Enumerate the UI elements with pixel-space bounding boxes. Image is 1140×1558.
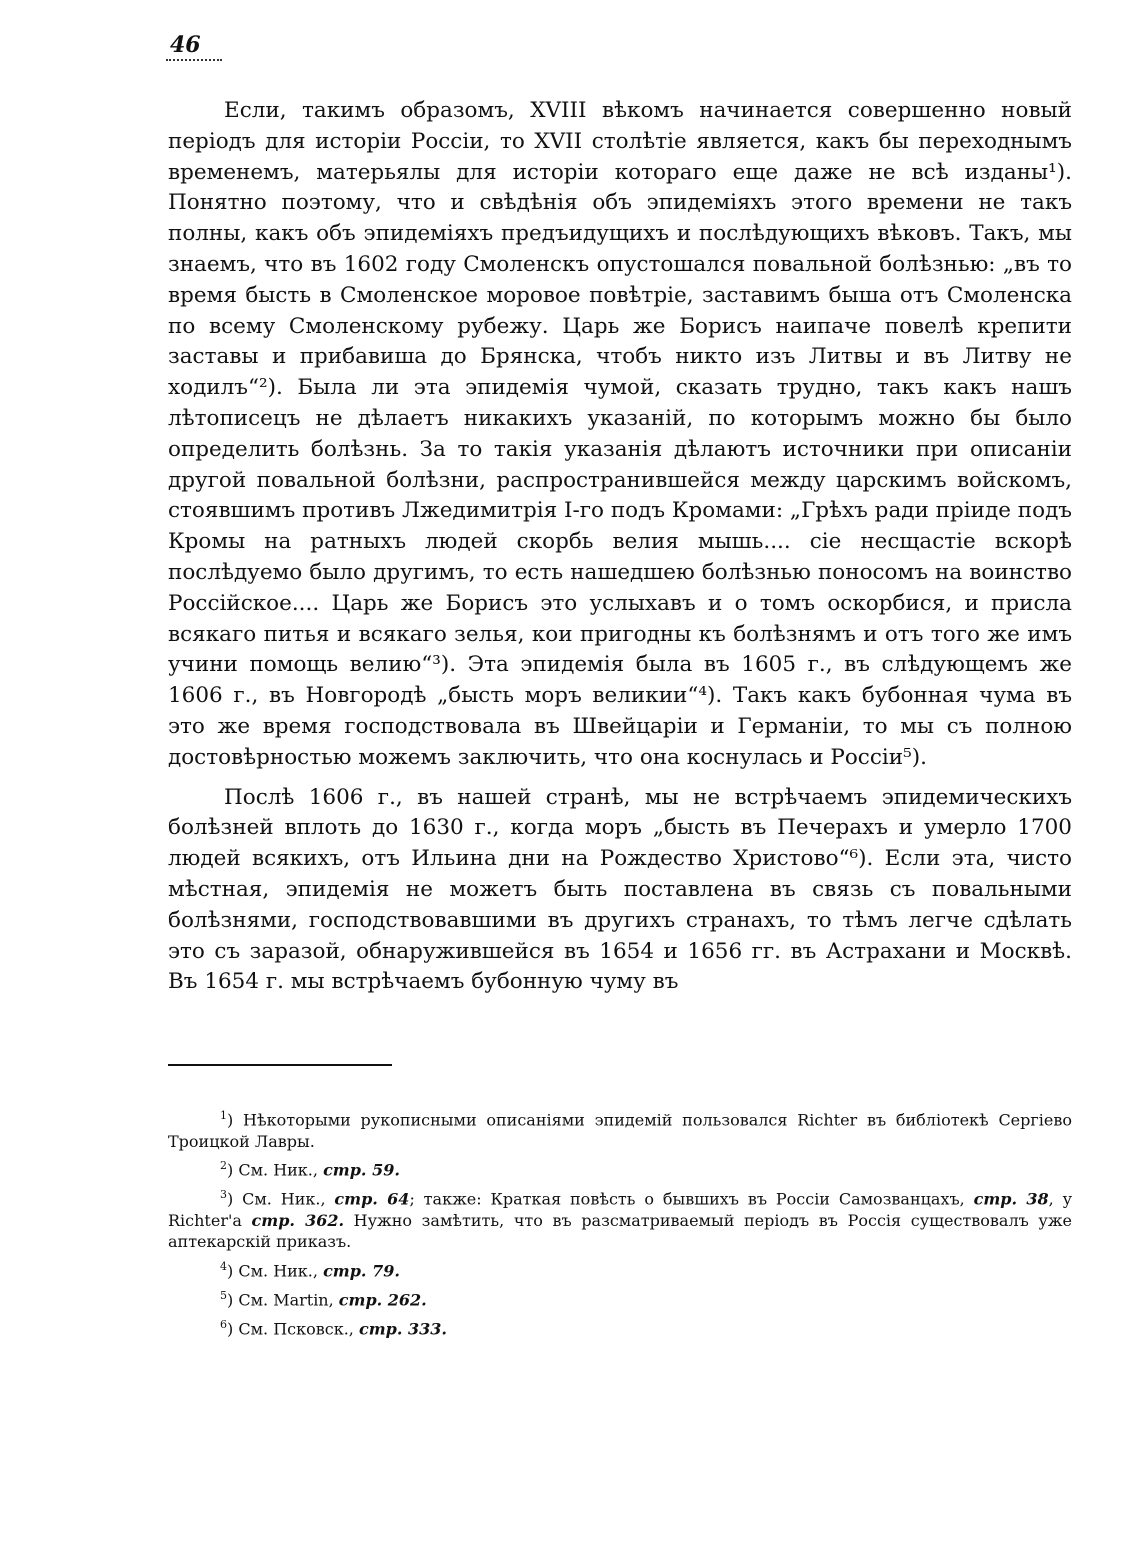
footnote-text: См. Ник.,: [238, 1261, 324, 1281]
footnote-text: См. Ник.,: [242, 1189, 335, 1209]
footnote-text: См. Псковск.,: [238, 1318, 359, 1338]
footnote-separator: [168, 1064, 392, 1066]
footnote-mark: 4: [220, 1259, 227, 1273]
paragraph-2: Послѣ 1606 г., въ нашей странѣ, мы не встрѣчаемъ эпидемическихъ болѣзней вплоть до 1630 г., когда моръ „бысть въ Печерахъ и умерло 1700 людей всякихъ, отъ Ильина дни на Рождество Христово“⁶). Если эта, чисто мѣстная, эпидемія не можетъ быть поставлена въ связь съ повальными болѣзнями, господствовавшими въ другихъ странахъ, то тѣмъ легче сдѣлать это съ заразой, обнаружившейся въ 1654 и 1656 гг. въ Астрахани и Москвѣ. Въ 1654 г. мы встрѣчаемъ бубонную чуму въ: [168, 784, 1072, 995]
body-text: [168, 96, 1072, 998]
footnote-text: Нужно замѣтить, что въ разсматриваемый періодъ въ Россія существовалъ уже аптекарскій приказъ.: [168, 1210, 1073, 1252]
footnote-mark: 5: [220, 1288, 227, 1302]
footnote-6: $^6$) См. Псковск., стр. 333.: [220, 1317, 447, 1338]
footnote-3: $^3$) См. Ник., стр. 64; также: Краткая повѣсть о бывшихъ въ Россіи Самозванцахъ, стр. 38, у Richter'a стр. 362. Нужно замѣтить, что въ разсматриваемый періодъ въ Россія существовалъ уже аптекарскій приказъ.: [168, 1188, 1073, 1252]
footnote-2: $^2$) См. Ник., стр. 59.: [220, 1159, 400, 1180]
footnote-text: См. Ник.,: [238, 1160, 324, 1180]
footnotes: [168, 1105, 1072, 1342]
footnote-ref: стр. 38: [973, 1189, 1049, 1209]
footnote-ref: стр. 64: [334, 1189, 410, 1209]
footnote-ref: стр. 59.: [323, 1160, 400, 1180]
footnote-ref: стр. 333.: [358, 1318, 447, 1338]
paragraph-1: Если, такимъ образомъ, XVIII вѣкомъ начинается совершенно новый періодъ для исторіи Россіи, то XVII столѣтіе является, какъ бы переходнымъ временемъ, матерьялы для исторіи котораго еще даже не всѣ изданы¹). Понятно поэтому, что и свѣдѣнія объ эпидеміяхъ этого времени не такъ полны, какъ объ эпидеміяхъ предъидущихъ и послѣдующихъ вѣковъ. Такъ, мы знаемъ, что въ 1602 году Смоленскъ опустошался повальной болѣзнью: „въ то время бысть в Смоленское моровое повѣтріе, заставимъ быша отъ Смоленска по всему Смоленскому рубежу. Царь же Борисъ наипаче повелѣ крепити заставы и прибавиша до Брянска, чтобъ никто изъ Литвы и въ Литву не ходилъ“²). Была ли эта эпидемія чумой, сказать трудно, такъ какъ нашъ лѣтописецъ не дѣлаетъ никакихъ указаній, по которымъ можно бы было определить болѣзнь. За то такія указанія дѣлаютъ источники при описаніи другой повальной болѣзни, распространившейся между царскимъ войскомъ, стоявшимъ противъ Лжедимитрія I-го подъ Кромами: „Грѣхъ ради пріиде подъ Кромы на ратныхъ людей скорбь велия мышь.... сіе несщастіе вскорѣ послѣдуемо было другимъ, то есть нашедшею болѣзнью поносомъ на воинство Россійское.... Царь же Борисъ это услыхавъ и о томъ оскорбися, и присла всякаго питья и всякаго зелья, кои пригодны къ болѣзнямъ и отъ того же имъ учини помощь велию“³). Эта эпидемія была въ 1605 г., въ слѣдующемъ же 1606 г., въ Новгородѣ „бысть моръ великии“⁴). Такъ какъ бубонная чума въ это же время господствовала въ Швейцаріи и Германіи, то мы съ полною достовѣрностью можемъ заключить, что она коснулась и Россіи⁵).: [168, 98, 1072, 770]
footnote-ref: стр. 262.: [338, 1290, 427, 1310]
footnote-mark: 1: [220, 1109, 227, 1122]
footnote-ref: стр. 79.: [323, 1261, 400, 1281]
page-number-underline: [166, 59, 222, 61]
footnote-5: $^5$) См. Martin, стр. 262.: [220, 1288, 427, 1310]
footnote-4: $^4$) См. Ник., стр. 79.: [220, 1259, 400, 1281]
page-number: 46: [170, 32, 201, 58]
footnote-mark: 6: [220, 1317, 227, 1331]
footnote-mark: 3: [220, 1188, 227, 1202]
footnote-ref: стр. 362.: [251, 1210, 345, 1230]
footnote-text: ; также: Краткая повѣсть о бывшихъ въ Россіи Самозванцахъ,: [409, 1189, 974, 1209]
footnote-1: $^1$) Нѣкоторыми рукописными описаніями эпидемій пользовался Richter въ библіотекѣ Сергіево Троицкой Лавры.: [168, 1109, 1073, 1151]
footnote-text: См. Martin,: [238, 1290, 339, 1310]
footnote-text: , у Richter'a: [168, 1189, 1073, 1230]
footnote-mark: 2: [220, 1159, 227, 1173]
footnote-text: Нѣкоторыми рукописными описаніями эпидемій пользовался Richter въ библіотекѣ Сергіево Троицкой Лавры.: [168, 1110, 1073, 1151]
